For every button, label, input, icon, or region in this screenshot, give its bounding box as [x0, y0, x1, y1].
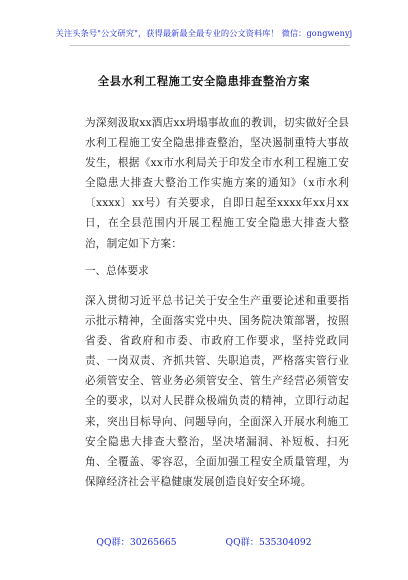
section-heading-general-requirements: 一、总体要求: [85, 265, 149, 277]
header-notice: 关注头条号"公文研究"，获得最新最全最专业的公文资料库！ 微信：gongwenyj: [55, 28, 353, 38]
document-title: 全县水利工程施工安全隐患排查整治方案: [97, 74, 311, 88]
footer-qq-group-1: QQ群：30265665: [96, 537, 177, 548]
footer-contact: [0, 534, 408, 548]
header-divider: [70, 45, 350, 46]
general-requirements-paragraph: 深入贯彻习近平总书记关于安全生产重要论述和重要指示批示精神，全面落实党中央、国务院决策部署，按照省委、省政府和市委、市政府工作要求，坚持党政同责、一岗双责、齐抓共管、失职追责，严格落实管行业必须管安全、管业务必须管安全、管生产经营必须管安全的要求，以对人民群众极端负责的精神，立即行动起来，突出目标导向、问题导向，全面深入开展水利施工安全隐患大排查大整治，坚决堵漏洞、补短板、扫死角、全覆盖、零容忍，全面加强工程安全质量管理，为保障经济社会平稳健康发展创造良好安全环境。: [85, 295, 349, 488]
intro-paragraph: 为深刻汲取xx酒店xx坍塌事故血的教训，切实做好全县水利工程施工安全隐患排查整治，坚决遏制重特大事故发生，根据《xx市水利局关于印发全市水利工程施工安全隐患大排查大整治工作实施方案的通知》（x市水利〔xxxx〕xx号）有关要求，自即日起至xxxx年xx月xx日，在全县范围内开展工程施工安全隐患大排查大整治，制定如下方案：: [85, 117, 349, 250]
footer-qq-group-2: QQ群：535304092: [225, 537, 312, 548]
